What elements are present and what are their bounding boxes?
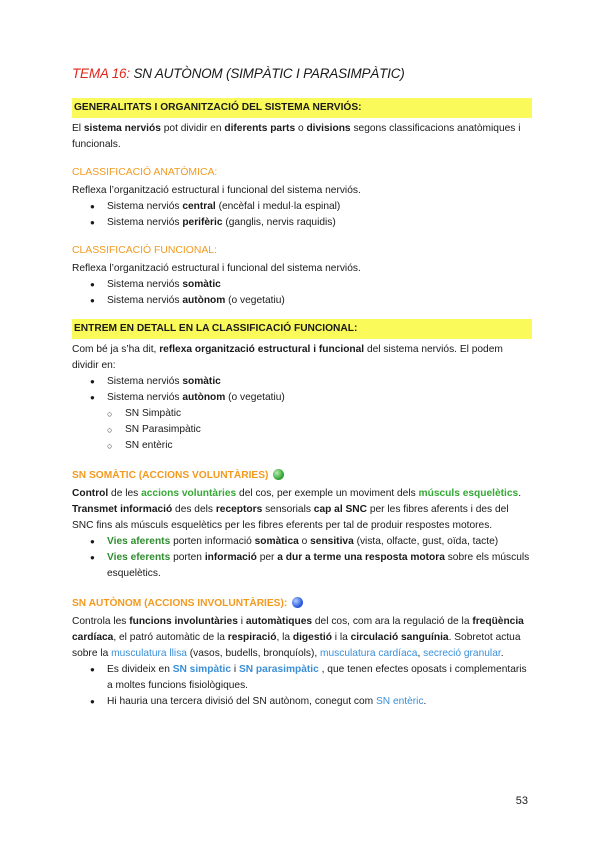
green-circle-icon	[273, 469, 284, 480]
paragraph-anatomica: Reflexa l’organització estructural i funcional del sistema nerviós.	[72, 185, 361, 196]
list-detall	[72, 374, 532, 406]
page-number: 53	[515, 795, 528, 807]
heading-somatic: SN SOMÀTIC (ACCIONS VOLUNTÀRIES)	[72, 468, 532, 484]
section-heading-generalitats: GENERALITATS I ORGANITZACIÓ DEL SISTEMA NERVIÓS:	[72, 98, 532, 118]
sublist-item: ○ SN Simpàtic	[107, 406, 532, 422]
list-item: ● Sistema nerviós somàtic	[90, 374, 532, 390]
section-heading-detall: ENTREM EN DETALL EN LA CLASSIFICACIÓ FUNCIONAL:	[72, 319, 532, 339]
list-item: ● Sistema nerviós autònom (o vegetatiu)	[90, 293, 532, 309]
list-item: ● Es divideix en SN simpàtic i SN parasimpàtic , que tenen efectes oposats i complementaris a moltes funcions fisiològiques.	[90, 662, 532, 694]
list-somatic	[72, 534, 532, 582]
paragraph-somatic-2: Transmet informació des dels receptors sensorials cap al SNC per les fibres aferents i des del SNC fins als músculs esquelètics per les fibres eferents per tal de produir respostes motores.	[72, 504, 509, 531]
paragraph-autonom: Controla les funcions involuntàries i automàtiques del cos, com ara la regulació de la freqüència cardíaca, el patró automàtic de la respiració, la digestió i la circulació sanguínia. Sobretot actua sobre la musculatura llisa (vasos, budells, bronquíols), musculatura cardíaca, secreció granular.	[72, 616, 524, 659]
paragraph-intro: El sistema nerviós pot dividir en diferents parts o divisions segons classificacions anatòmiques i funcionals.	[72, 123, 521, 150]
list-autonom	[72, 662, 532, 710]
list-funcional	[72, 277, 532, 309]
sublist-autonom	[72, 406, 532, 454]
list-item: ● Hi hauria una tercera divisió del SN autònom, conegut com SN entèric.	[90, 694, 532, 710]
list-item: ● Sistema nerviós central (encèfal i medul·la espinal)	[90, 199, 532, 215]
list-item: ● Sistema nerviós somàtic	[90, 277, 532, 293]
heading-autonom: SN AUTÒNOM (ACCIONS INVOLUNTÀRIES):	[72, 596, 532, 612]
paragraph-funcional: Reflexa l’organització estructural i funcional del sistema nerviós.	[72, 263, 361, 274]
list-item: ● Sistema nerviós autònom (o vegetatiu)	[90, 390, 532, 406]
list-item: ● Vies eferents porten informació per a dur a terme una resposta motora sobre els músculs esquelètics.	[90, 550, 532, 582]
document-page	[72, 66, 532, 710]
list-item: ● Sistema nerviós perifèric (ganglis, nervis raquidis)	[90, 215, 532, 231]
page-title: TEMA 16: SN AUTÒNOM (SIMPÀTIC I PARASIMPÀTIC)	[72, 66, 405, 81]
heading-anatomica: CLASSIFICACIÓ ANATÒMICA:	[72, 167, 218, 178]
sublist-item: ○ SN entèric	[107, 438, 532, 454]
list-anatomica	[72, 199, 532, 231]
paragraph-detall: Com bé ja s’ha dit, reflexa organització estructural i funcional del sistema nerviós. El podem dividir en:	[72, 344, 503, 371]
list-item: ● Vies aferents porten informació somàtica o sensitiva (vista, olfacte, gust, oïda, tacte)	[90, 534, 532, 550]
paragraph-somatic-1: Control de les accions voluntàries del cos, per exemple un moviment dels músculs esquelètics.	[72, 488, 522, 499]
sublist-item: ○ SN Parasimpàtic	[107, 422, 532, 438]
heading-funcional: CLASSIFICACIÓ FUNCIONAL:	[72, 245, 217, 256]
blue-circle-icon	[292, 597, 303, 608]
